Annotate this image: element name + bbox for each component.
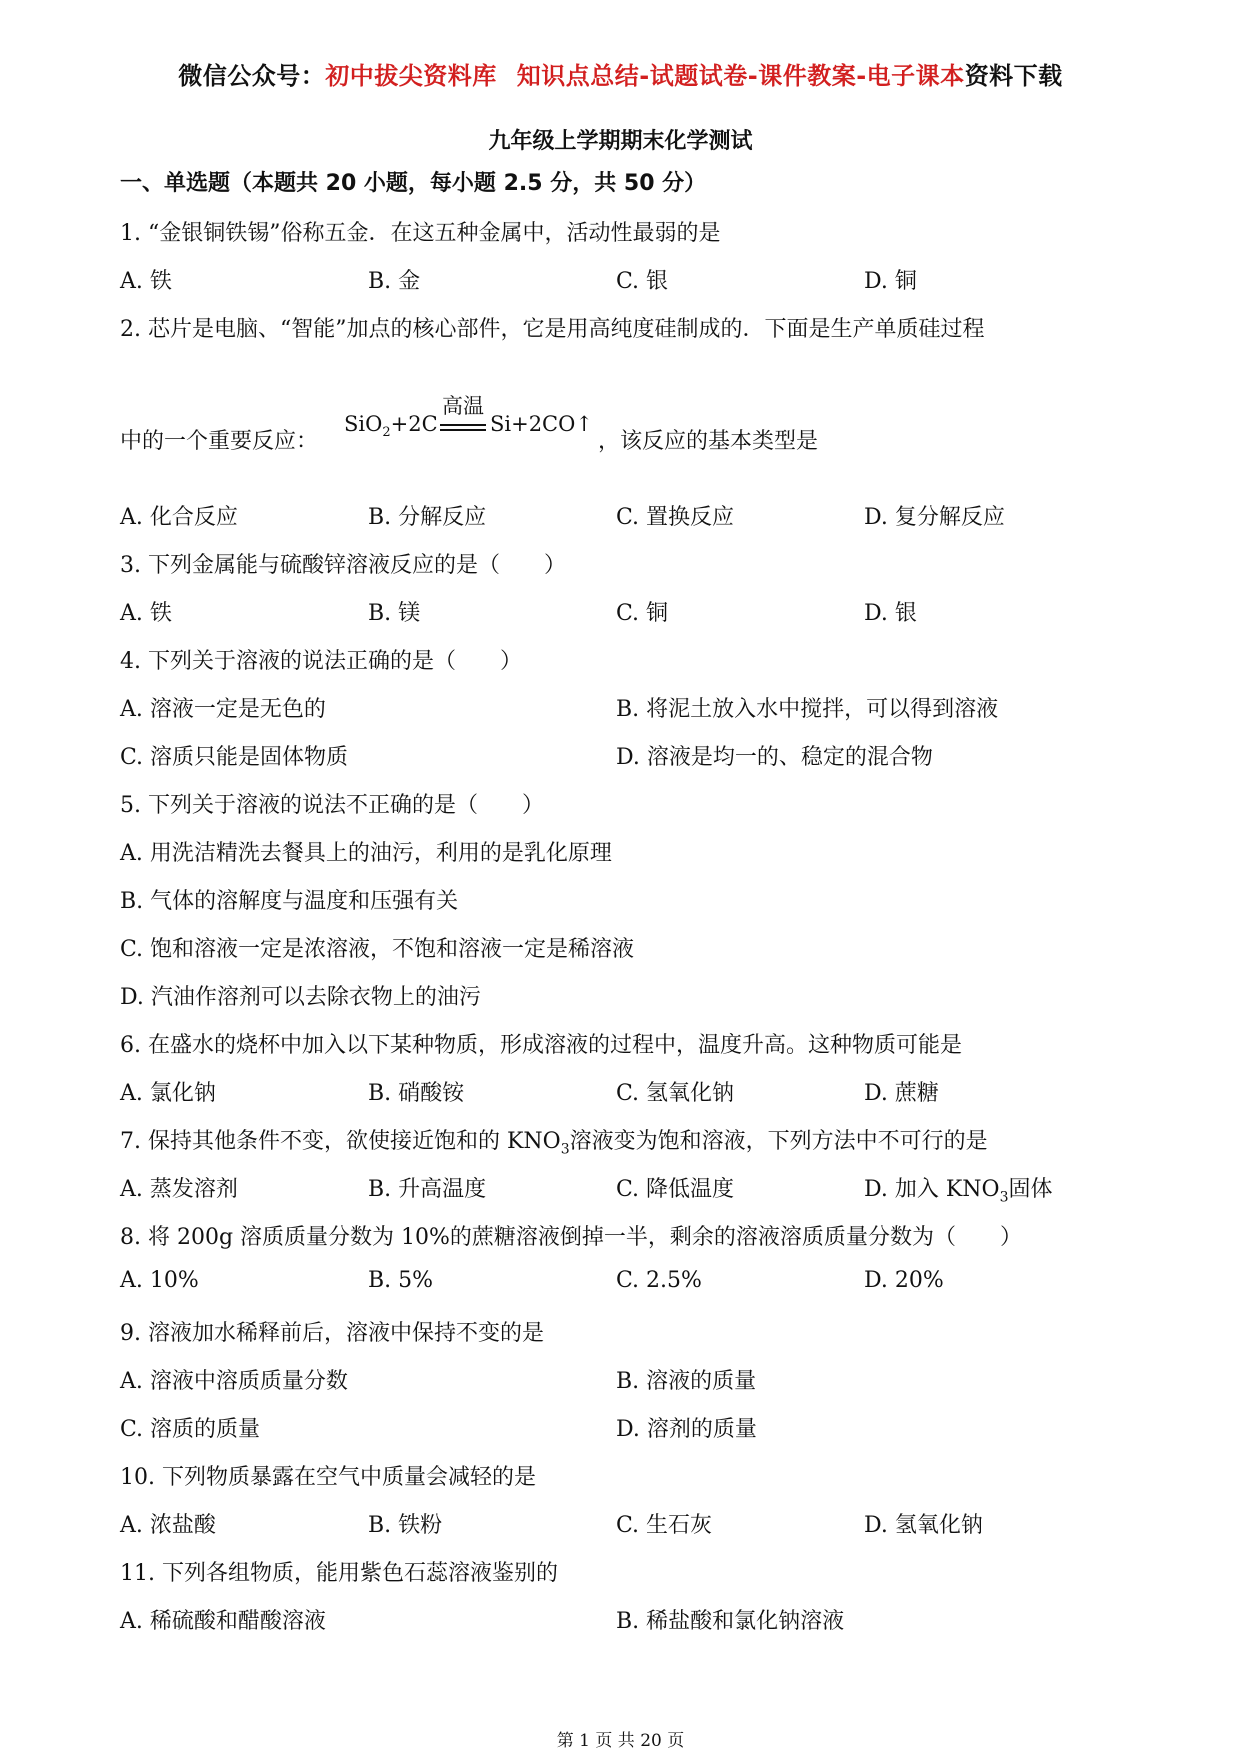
q5-option-a: A. 用洗洁精洗去餐具上的油污，利用的是乳化原理 xyxy=(120,841,612,866)
q10-option-d: D. 氢氧化钠 xyxy=(864,1513,983,1538)
header-suffix: 资料下载 xyxy=(964,62,1063,90)
q2-option-d: D. 复分解反应 xyxy=(864,505,1005,530)
q8-option-d: D. 20% xyxy=(864,1268,944,1293)
q7-option-a: A. 蒸发溶剂 xyxy=(120,1177,238,1202)
q1-option-b: B. 金 xyxy=(368,269,421,294)
q8-option-a: A. 10% xyxy=(120,1268,199,1293)
q3-option-c: C. 铜 xyxy=(616,601,669,626)
q5-option-c: C. 饱和溶液一定是浓溶液，不饱和溶液一定是稀溶液 xyxy=(120,937,635,962)
q2-equation-right: Si+2CO↑ xyxy=(490,412,593,436)
q2-stem-prefix: 中的一个重要反应： xyxy=(120,429,319,454)
q3-option-b: B. 镁 xyxy=(368,601,421,626)
q5-option-d: D. 汽油作溶剂可以去除衣物上的油污 xyxy=(120,985,481,1010)
q3-option-a: A. 铁 xyxy=(120,601,172,626)
q9-option-c: C. 溶质的质量 xyxy=(120,1417,261,1442)
header-prefix: 微信公众号： xyxy=(178,62,326,90)
q8-option-c: C. 2.5% xyxy=(616,1268,702,1293)
q1-option-a: A. 铁 xyxy=(120,269,172,294)
q2-option-a: A. 化合反应 xyxy=(120,505,238,530)
q2-equation-condition: 高温 xyxy=(442,394,484,418)
q9-option-d: D. 溶剂的质量 xyxy=(616,1417,757,1442)
q6-stem: 6. 在盛水的烧杯中加入以下某种物质，形成溶液的过程中，温度升高。这种物质可能是 xyxy=(120,1033,962,1058)
q6-option-a: A. 氯化钠 xyxy=(120,1081,216,1106)
q4-option-d: D. 溶液是均一的、稳定的混合物 xyxy=(616,745,933,770)
q2-stem-line1: 2. 芯片是电脑、“智能”加点的核心部件，它是用高纯度硅制成的．下面是生产单质硅过程 xyxy=(120,317,985,342)
q3-option-d: D. 银 xyxy=(864,601,917,626)
q11-stem: 11. 下列各组物质，能用紫色石蕊溶液鉴别的 xyxy=(120,1561,558,1586)
q3-stem: 3. 下列金属能与硫酸锌溶液反应的是（ ） xyxy=(120,553,566,578)
q6-option-c: C. 氢氧化钠 xyxy=(616,1081,735,1106)
exam-title: 九年级上学期期末化学测试 xyxy=(488,129,753,154)
q8-option-b: B. 5% xyxy=(368,1268,434,1293)
q5-option-b: B. 气体的溶解度与温度和压强有关 xyxy=(120,889,459,914)
q7-option-b: B. 升高温度 xyxy=(368,1177,487,1202)
page-header xyxy=(0,56,1241,91)
q2-option-c: C. 置换反应 xyxy=(616,505,735,530)
q10-option-c: C. 生石灰 xyxy=(616,1513,713,1538)
page-footer: 第 1 页 共 20 页 xyxy=(556,1731,685,1751)
equation-bar-bottom xyxy=(440,429,486,431)
q1-option-d: D. 铜 xyxy=(864,269,917,294)
q10-stem: 10. 下列物质暴露在空气中质量会减轻的是 xyxy=(120,1465,536,1490)
q7-option-d: D. 加入 $KNO_3$固体 xyxy=(864,1177,1053,1206)
q6-option-d: D. 蔗糖 xyxy=(864,1081,939,1106)
q2-stem-suffix: ，该反应的基本类型是 xyxy=(598,429,819,454)
q1-option-c: C. 银 xyxy=(616,269,669,294)
q9-option-a: A. 溶液中溶质质量分数 xyxy=(120,1369,348,1394)
q5-stem: 5. 下列关于溶液的说法不正确的是（ ） xyxy=(120,793,544,818)
section-heading: 一、单选题（本题共 20 小题，每小题 2.5 分，共 50 分） xyxy=(120,171,707,196)
q2-option-b: B. 分解反应 xyxy=(368,505,487,530)
q8-stem: 8. 将 200g 溶质质量分数为 10%的蔗糖溶液倒掉一半，剩余的溶液溶质质量分数为（ ） xyxy=(120,1225,1022,1250)
header-red-1: 初中拔尖资料库 xyxy=(325,62,497,90)
q4-stem: 4. 下列关于溶液的说法正确的是（ ） xyxy=(120,649,522,674)
q4-option-a: A. 溶液一定是无色的 xyxy=(120,697,326,722)
q4-option-b: B. 将泥土放入水中搅拌，可以得到溶液 xyxy=(616,697,999,722)
q4-option-c: C. 溶质只能是固体物质 xyxy=(120,745,349,770)
q2-equation-left: SiO$_2$+2C xyxy=(344,412,438,441)
header-red-2: 知识点总结-试题试卷-课件教案-电子课本 xyxy=(516,62,965,90)
q6-option-b: B. 硝酸铵 xyxy=(368,1081,465,1106)
q9-option-b: B. 溶液的质量 xyxy=(616,1369,757,1394)
equation-bar-top xyxy=(440,424,486,426)
q10-option-b: B. 铁粉 xyxy=(368,1513,443,1538)
q9-stem: 9. 溶液加水稀释前后，溶液中保持不变的是 xyxy=(120,1321,544,1346)
q10-option-a: A. 浓盐酸 xyxy=(120,1513,216,1538)
q7-option-c: C. 降低温度 xyxy=(616,1177,735,1202)
q11-option-a: A. 稀硫酸和醋酸溶液 xyxy=(120,1609,326,1634)
q1-stem: 1. “金银铜铁锡”俗称五金．在这五种金属中，活动性最弱的是 xyxy=(120,221,721,246)
q7-stem: 7. 保持其他条件不变，欲使接近饱和的 $KNO_3$溶液变为饱和溶液，下列方法中不可行的是 xyxy=(120,1129,988,1158)
q11-option-b: B. 稀盐酸和氯化钠溶液 xyxy=(616,1609,845,1634)
